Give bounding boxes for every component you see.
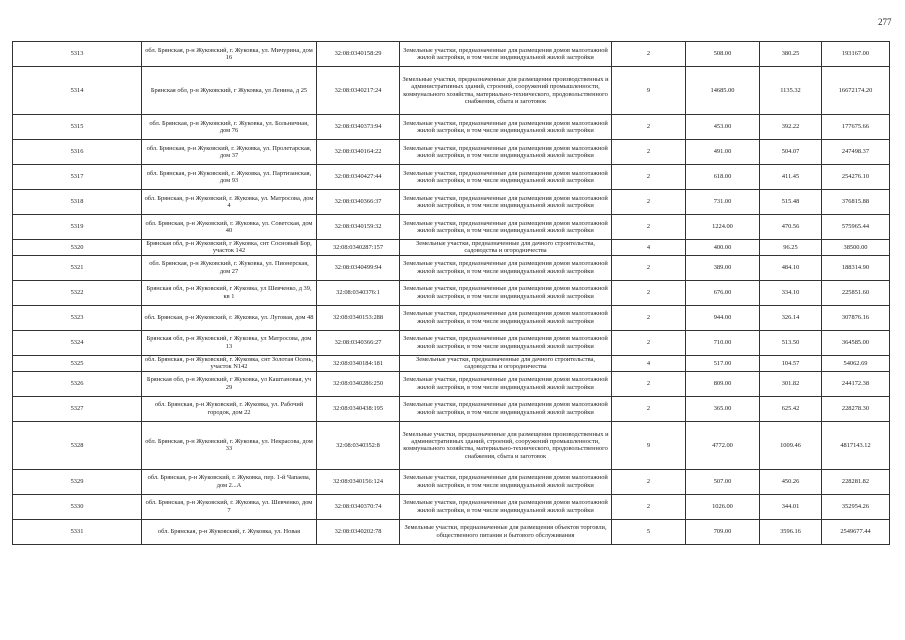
land-use-cell: Земельные участки, предназначенные для размещения домов малоэтажной жилой застройки, в том числе индивидуальной жилой застройки bbox=[400, 255, 612, 280]
group-cell: 2 bbox=[612, 305, 686, 330]
address-cell: обл. Брянская, р-н Жуковский, г. Жуковка, снт Золотая Осень, участок N142 bbox=[142, 355, 317, 371]
address-cell: Брянская обл, р-н Жуковский, г Жуковка, ул Матросова, дом 13 bbox=[142, 330, 317, 355]
cadastral-number-cell: 32:08:0340438:195 bbox=[317, 396, 400, 421]
row-number-cell: 5322 bbox=[13, 280, 142, 305]
area-cell: 508.00 bbox=[686, 42, 760, 67]
specific-value-cell: 513.50 bbox=[760, 330, 822, 355]
land-use-cell: Земельные участки, предназначенные для размещения домов малоэтажной жилой застройки, в том числе индивидуальной жилой застройки bbox=[400, 140, 612, 165]
table-row bbox=[13, 305, 890, 330]
table-row bbox=[13, 240, 890, 256]
cadastral-number-cell: 32:08:0340427:44 bbox=[317, 165, 400, 190]
cadastral-value-cell: 307876.16 bbox=[822, 305, 890, 330]
land-use-cell: Земельные участки, предназначенные для размещения домов малоэтажной жилой застройки, в том числе индивидуальной жилой застройки bbox=[400, 42, 612, 67]
cadastral-value-cell: 376815.88 bbox=[822, 190, 890, 215]
address-cell: обл. Брянская, р-н Жуковский, г. Жуковка, ул. Шевченко, дом 7 bbox=[142, 494, 317, 519]
land-use-cell: Земельные участки, предназначенные для дачного строительства, садоводства и огородничества bbox=[400, 355, 612, 371]
table-row bbox=[13, 190, 890, 215]
area-cell: 1026.00 bbox=[686, 494, 760, 519]
cadastral-value-cell: 364585.00 bbox=[822, 330, 890, 355]
group-cell: 2 bbox=[612, 371, 686, 396]
cadastral-value-cell: 177675.66 bbox=[822, 115, 890, 140]
table-row bbox=[13, 280, 890, 305]
row-number-cell: 5326 bbox=[13, 371, 142, 396]
table-row bbox=[13, 469, 890, 494]
specific-value-cell: 470.56 bbox=[760, 215, 822, 240]
row-number-cell: 5314 bbox=[13, 67, 142, 115]
area-cell: 365.00 bbox=[686, 396, 760, 421]
land-use-cell: Земельные участки, предназначенные для размещения домов малоэтажной жилой застройки, в том числе индивидуальной жилой застройки bbox=[400, 190, 612, 215]
cadastral-value-cell: 352954.26 bbox=[822, 494, 890, 519]
row-number-cell: 5317 bbox=[13, 165, 142, 190]
specific-value-cell: 1009.46 bbox=[760, 421, 822, 469]
land-use-cell: Земельные участки, предназначенные для размещения домов малоэтажной жилой застройки, в том числе индивидуальной жилой застройки bbox=[400, 115, 612, 140]
cadastral-number-cell: 32:08:0340156:124 bbox=[317, 469, 400, 494]
group-cell: 4 bbox=[612, 240, 686, 256]
group-cell: 2 bbox=[612, 115, 686, 140]
table-row bbox=[13, 396, 890, 421]
group-cell: 2 bbox=[612, 165, 686, 190]
cadastral-number-cell: 32:08:0340370:74 bbox=[317, 494, 400, 519]
specific-value-cell: 326.14 bbox=[760, 305, 822, 330]
cadastral-value-cell: 228281.82 bbox=[822, 469, 890, 494]
area-cell: 4772.00 bbox=[686, 421, 760, 469]
specific-value-cell: 504.07 bbox=[760, 140, 822, 165]
land-use-cell: Земельные участки, предназначенные для размещения домов малоэтажной жилой застройки, в том числе индивидуальной жилой застройки bbox=[400, 215, 612, 240]
row-number-cell: 5320 bbox=[13, 240, 142, 256]
specific-value-cell: 515.48 bbox=[760, 190, 822, 215]
address-cell: обл. Брянская, р-н Жуковский, г. Жуковка, ул. Рабочий городок, дом 22 bbox=[142, 396, 317, 421]
area-cell: 944.00 bbox=[686, 305, 760, 330]
cadastral-number-cell: 32:08:0340499:94 bbox=[317, 255, 400, 280]
area-cell: 491.00 bbox=[686, 140, 760, 165]
cadastral-value-cell: 247498.37 bbox=[822, 140, 890, 165]
table-row bbox=[13, 371, 890, 396]
land-use-cell: Земельные участки, предназначенные для размещения домов малоэтажной жилой застройки, в том числе индивидуальной жилой застройки bbox=[400, 305, 612, 330]
address-cell: обл. Брянская, р-н Жуковский, г. Жуковка, ул. Мичурина, дом 16 bbox=[142, 42, 317, 67]
address-cell: обл. Брянская, р-н Жуковский, г. Жуковка, ул. Луговая, дом 48 bbox=[142, 305, 317, 330]
area-cell: 809.00 bbox=[686, 371, 760, 396]
cadastral-number-cell: 32:08:0340159:32 bbox=[317, 215, 400, 240]
cadastral-value-cell: 38500.00 bbox=[822, 240, 890, 256]
group-cell: 4 bbox=[612, 355, 686, 371]
address-cell: обл. Брянская, р-н Жуковский, г. Жуковка, ул. Больничная, дом 76 bbox=[142, 115, 317, 140]
group-cell: 2 bbox=[612, 469, 686, 494]
land-use-cell: Земельные участки, предназначенные для дачного строительства, садоводства и огородничества bbox=[400, 240, 612, 256]
land-use-cell: Земельные участки, предназначенные для размещения домов малоэтажной жилой застройки, в том числе индивидуальной жилой застройки bbox=[400, 330, 612, 355]
table-row bbox=[13, 519, 890, 544]
address-cell: Брянская обл, р-н Жуковский, г Жуковка, снт Сосновый Бор, участок 142 bbox=[142, 240, 317, 256]
row-number-cell: 5331 bbox=[13, 519, 142, 544]
cadastral-number-cell: 32:08:0340366:37 bbox=[317, 190, 400, 215]
group-cell: 5 bbox=[612, 519, 686, 544]
cadastral-number-cell: 32:08:0340352:8 bbox=[317, 421, 400, 469]
land-use-cell: Земельные участки, предназначенные для размещения домов малоэтажной жилой застройки, в том числе индивидуальной жилой застройки bbox=[400, 396, 612, 421]
area-cell: 709.00 bbox=[686, 519, 760, 544]
row-number-cell: 5316 bbox=[13, 140, 142, 165]
group-cell: 9 bbox=[612, 421, 686, 469]
area-cell: 389.00 bbox=[686, 255, 760, 280]
table-row bbox=[13, 330, 890, 355]
group-cell: 2 bbox=[612, 140, 686, 165]
address-cell: обл. Брянская, р-н Жуковский, г. Жуковка, ул. Пролетарская, дом 37 bbox=[142, 140, 317, 165]
cadastral-value-cell: 244172.38 bbox=[822, 371, 890, 396]
table-row bbox=[13, 355, 890, 371]
row-number-cell: 5315 bbox=[13, 115, 142, 140]
table-body bbox=[13, 42, 890, 545]
table-row bbox=[13, 255, 890, 280]
specific-value-cell: 301.82 bbox=[760, 371, 822, 396]
cadastral-value-cell: 2549677.44 bbox=[822, 519, 890, 544]
table-row bbox=[13, 165, 890, 190]
cadastral-number-cell: 32:08:0340373:94 bbox=[317, 115, 400, 140]
land-use-cell: Земельные участки, предназначенные для размещения производственных и административных зданий, строений, сооружений промышленности, коммунального хозяйства, материально-технического, продовольственного снабжения, сбыта и заготовок bbox=[400, 67, 612, 115]
group-cell: 2 bbox=[612, 330, 686, 355]
specific-value-cell: 380.25 bbox=[760, 42, 822, 67]
area-cell: 14685.00 bbox=[686, 67, 760, 115]
group-cell: 2 bbox=[612, 280, 686, 305]
area-cell: 1224.00 bbox=[686, 215, 760, 240]
specific-value-cell: 625.42 bbox=[760, 396, 822, 421]
group-cell: 2 bbox=[612, 494, 686, 519]
row-number-cell: 5330 bbox=[13, 494, 142, 519]
row-number-cell: 5328 bbox=[13, 421, 142, 469]
cadastral-number-cell: 32:08:0340202:78 bbox=[317, 519, 400, 544]
land-use-cell: Земельные участки, предназначенные для размещения домов малоэтажной жилой застройки, в том числе индивидуальной жилой застройки bbox=[400, 165, 612, 190]
group-cell: 2 bbox=[612, 190, 686, 215]
table-row bbox=[13, 494, 890, 519]
area-cell: 618.00 bbox=[686, 165, 760, 190]
cadastral-number-cell: 32:08:0340366:27 bbox=[317, 330, 400, 355]
land-use-cell: Земельные участки, предназначенные для размещения домов малоэтажной жилой застройки, в том числе индивидуальной жилой застройки bbox=[400, 371, 612, 396]
address-cell: обл. Брянская, р-н Жуковский, г. Жуковка, ул. Новая bbox=[142, 519, 317, 544]
specific-value-cell: 411.45 bbox=[760, 165, 822, 190]
cadastral-number-cell: 32:08:0340217:24 bbox=[317, 67, 400, 115]
cadastral-value-cell: 254276.10 bbox=[822, 165, 890, 190]
table-row bbox=[13, 42, 890, 67]
specific-value-cell: 1135.32 bbox=[760, 67, 822, 115]
specific-value-cell: 392.22 bbox=[760, 115, 822, 140]
area-cell: 517.00 bbox=[686, 355, 760, 371]
address-cell: Брянская обл, р-н Жуковский, г Жуковка, ул Шевченко, д 39, кв 1 bbox=[142, 280, 317, 305]
land-use-cell: Земельные участки, предназначенные для размещения домов малоэтажной жилой застройки, в том числе индивидуальной жилой застройки bbox=[400, 469, 612, 494]
address-cell: обл. Брянская, р-н Жуковский, г. Жуковка, ул. Советская, дом 40 bbox=[142, 215, 317, 240]
area-cell: 710.00 bbox=[686, 330, 760, 355]
address-cell: обл. Брянская, р-н Жуковский, г. Жуковка, ул. Партизанская, дом 93 bbox=[142, 165, 317, 190]
group-cell: 2 bbox=[612, 42, 686, 67]
cadastral-number-cell: 32:08:0340287:157 bbox=[317, 240, 400, 256]
row-number-cell: 5325 bbox=[13, 355, 142, 371]
specific-value-cell: 344.01 bbox=[760, 494, 822, 519]
cadastral-value-cell: 54062.69 bbox=[822, 355, 890, 371]
table-row bbox=[13, 115, 890, 140]
cadastral-number-cell: 32:08:0340158:29 bbox=[317, 42, 400, 67]
address-cell: обл. Брянская, р-н Жуковский, г. Жуковка, ул. Пионерская, дом 27 bbox=[142, 255, 317, 280]
cadastral-value-cell: 228278.30 bbox=[822, 396, 890, 421]
specific-value-cell: 104.57 bbox=[760, 355, 822, 371]
specific-value-cell: 3596.16 bbox=[760, 519, 822, 544]
land-use-cell: Земельные участки, предназначенные для размещения производственных и административных зданий, строений, сооружений промышленности, коммунального хозяйства, материально-технического, продовольственного снабжения, сбыта и заготовок bbox=[400, 421, 612, 469]
group-cell: 2 bbox=[612, 255, 686, 280]
area-cell: 676.00 bbox=[686, 280, 760, 305]
area-cell: 400.00 bbox=[686, 240, 760, 256]
cadastral-number-cell: 32:08:0340164:22 bbox=[317, 140, 400, 165]
address-cell: Брянская обл, р-н Жуковский, г Жуковка, ул Каштановая, уч 29 bbox=[142, 371, 317, 396]
cadastral-value-cell: 193167.00 bbox=[822, 42, 890, 67]
specific-value-cell: 96.25 bbox=[760, 240, 822, 256]
land-use-cell: Земельные участки, предназначенные для размещения объектов торговли, общественного питания и бытового обслуживания bbox=[400, 519, 612, 544]
table-row bbox=[13, 67, 890, 115]
cadastral-number-cell: 32:08:0340184:181 bbox=[317, 355, 400, 371]
table-row bbox=[13, 215, 890, 240]
cadastral-value-cell: 575965.44 bbox=[822, 215, 890, 240]
cadastral-number-cell: 32:08:0340286:250 bbox=[317, 371, 400, 396]
cadastral-value-cell: 188314.90 bbox=[822, 255, 890, 280]
land-use-cell: Земельные участки, предназначенные для размещения домов малоэтажной жилой застройки, в том числе индивидуальной жилой застройки bbox=[400, 280, 612, 305]
row-number-cell: 5319 bbox=[13, 215, 142, 240]
cadastral-value-cell: 225851.60 bbox=[822, 280, 890, 305]
group-cell: 2 bbox=[612, 396, 686, 421]
cadastral-value-cell: 16672174.20 bbox=[822, 67, 890, 115]
specific-value-cell: 450.26 bbox=[760, 469, 822, 494]
row-number-cell: 5327 bbox=[13, 396, 142, 421]
area-cell: 507.00 bbox=[686, 469, 760, 494]
row-number-cell: 5313 bbox=[13, 42, 142, 67]
area-cell: 453.00 bbox=[686, 115, 760, 140]
row-number-cell: 5318 bbox=[13, 190, 142, 215]
cadastral-value-table bbox=[12, 41, 890, 545]
cadastral-value-cell: 4817143.12 bbox=[822, 421, 890, 469]
table-row bbox=[13, 140, 890, 165]
cadastral-number-cell: 32:08:0340153:288 bbox=[317, 305, 400, 330]
specific-value-cell: 334.10 bbox=[760, 280, 822, 305]
land-use-cell: Земельные участки, предназначенные для размещения домов малоэтажной жилой застройки, в том числе индивидуальной жилой застройки bbox=[400, 494, 612, 519]
address-cell: обл. Брянская, р-н Жуковский, г. Жуковка, ул. Некрасова, дом 33 bbox=[142, 421, 317, 469]
address-cell: обл. Брянская, р-н Жуковский, г. Жуковка, пер. 1-й Чапаева, дом 2...А bbox=[142, 469, 317, 494]
area-cell: 731.00 bbox=[686, 190, 760, 215]
group-cell: 9 bbox=[612, 67, 686, 115]
page-number: 277 bbox=[878, 17, 892, 27]
group-cell: 2 bbox=[612, 215, 686, 240]
table-row bbox=[13, 421, 890, 469]
row-number-cell: 5321 bbox=[13, 255, 142, 280]
row-number-cell: 5329 bbox=[13, 469, 142, 494]
row-number-cell: 5323 bbox=[13, 305, 142, 330]
cadastral-number-cell: 32:08:0340376:1 bbox=[317, 280, 400, 305]
address-cell: обл. Брянская, р-н Жуковский, г. Жуковка, ул. Матросова, дом 4 bbox=[142, 190, 317, 215]
row-number-cell: 5324 bbox=[13, 330, 142, 355]
specific-value-cell: 484.10 bbox=[760, 255, 822, 280]
address-cell: Брянская обл, р-н Жуковский, г Жуковка, ул Ленина, д 25 bbox=[142, 67, 317, 115]
